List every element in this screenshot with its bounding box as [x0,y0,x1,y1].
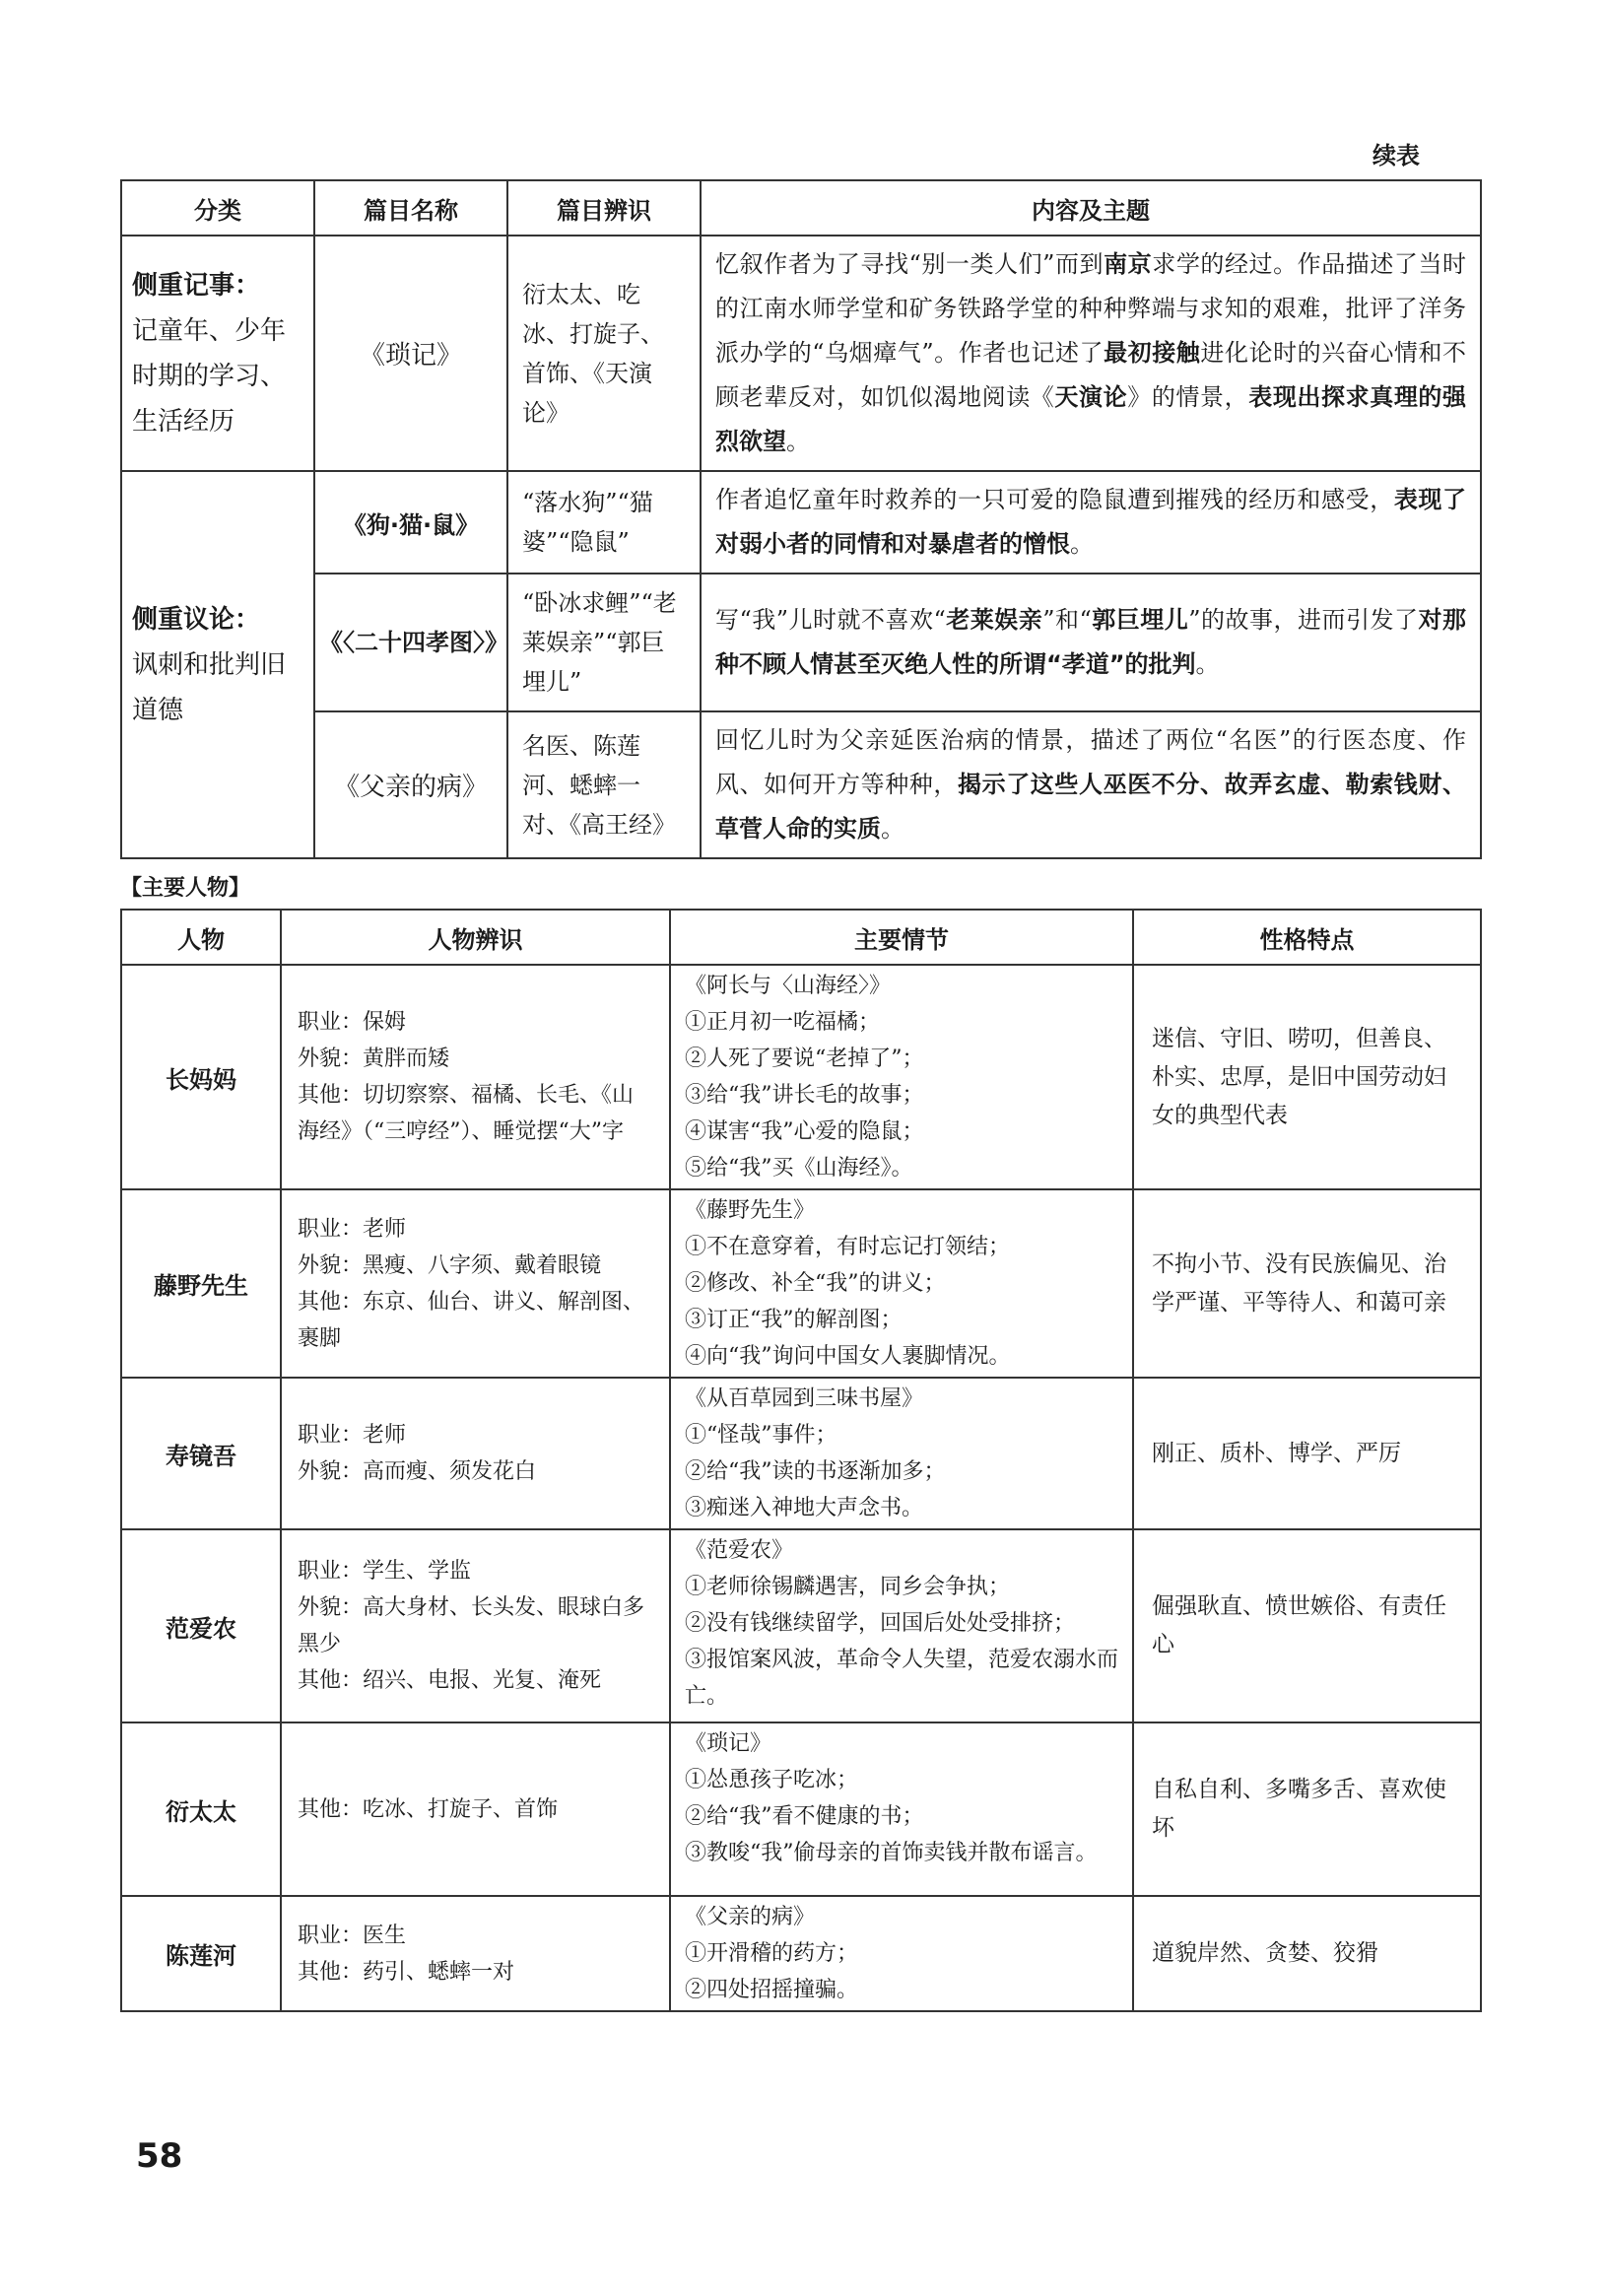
character-plot [670,1378,1133,1529]
works-table [120,179,1482,859]
identify-line: 其他：吃冰、打旋子、首饰 [298,1796,559,1822]
work-title: 《狗·猫·鼠》 [314,471,507,574]
character-row [121,1529,1481,1722]
character-traits: 倔强耿直、愤世嫉俗、有责任心 [1133,1529,1481,1722]
category-text: 记童年、少年时期的学习、生活经历 [132,315,287,437]
character-identify [281,1896,670,2011]
character-name: 陈莲河 [121,1896,281,2011]
work-content [701,471,1481,574]
identify-line: 其他：绍兴、电报、光复、淹死 [298,1668,602,1693]
content-text: ”和“ [1042,606,1092,634]
work-content [701,711,1481,858]
plot-line: 《藤野先生》 [685,1198,816,1223]
plot-line: ①不在意穿着，有时忘记打领结； [685,1235,1011,1259]
plot-line: ②给“我”读的书逐渐加多； [685,1459,946,1484]
category-bold: 侧重议论： [132,604,261,635]
character-name: 长妈妈 [121,965,281,1189]
characters-table-header [121,910,1481,965]
emphasis-text: 老莱娱亲 [945,606,1043,634]
character-traits: 道貌岸然、贪婪、狡猾 [1133,1896,1481,2011]
work-title: 《琐记》 [314,236,507,471]
identify-line: 职业：保姆 [298,1010,407,1035]
plot-line: ①正月初一吃福橘； [685,1010,881,1035]
plot-line: 《琐记》 [685,1731,772,1756]
plot-line: ②四处招摇撞骗。 [685,1978,859,2002]
works-row [121,236,1481,471]
plot-line: 《范爱农》 [685,1538,794,1563]
content-text: 忆叙作者为了寻找“别一类人们”而到 [715,250,1105,278]
character-traits: 不拘小节、没有民族偏见、治学严谨、平等待人、和蔼可亲 [1133,1189,1481,1378]
character-identify [281,1189,670,1378]
emphasis-text: 表现了对弱小者的同情和对暴虐者的憎恨 [715,486,1467,558]
plot-line: 《父亲的病》 [685,1905,816,1929]
category-cell [121,236,314,471]
content-text: 》的情景， [1127,383,1249,411]
content-text: 。 [786,428,810,455]
content-text: 进化论时的兴奋心情和不顾老辈反对，如饥似渴地阅读《 [715,339,1467,411]
content-text: 作者追忆童年时救养的一只可爱的隐鼠遭到摧残的经历和感受， [715,486,1394,513]
header-title: 篇目名称 [314,180,507,236]
work-identify: “卧冰求鲤”“老莱娱亲”“郭巨埋儿” [507,574,701,711]
plot-line: ③痴迷入神地大声念书。 [685,1496,924,1520]
character-identify [281,1722,670,1896]
plot-line: ④谋害“我”心爱的隐鼠； [685,1119,924,1144]
page-number: 58 [136,2136,183,2176]
header-identify: 人物辨识 [281,910,670,965]
header-content: 内容及主题 [701,180,1481,236]
plot-line: ②修改、补全“我”的讲义； [685,1271,946,1296]
plot-line: ①“怪哉”事件； [685,1423,837,1448]
identify-line: 其他：药引、蟋蟀一对 [298,1959,515,1985]
header-plot: 主要情节 [670,910,1133,965]
content-text: ”的故事，进而引发了 [1188,606,1419,634]
emphasis-text: 最初接触 [1104,339,1201,367]
identify-line: 职业：学生、学监 [298,1559,472,1584]
content-text: 。 [881,815,904,843]
plot-line: ①开滑稽的药方； [685,1941,859,1966]
work-content [701,236,1481,471]
character-name: 范爱农 [121,1529,281,1722]
identify-line: 外貌：高大身材、长头发、眼球白多黑少 [298,1595,645,1656]
identify-line: 职业：医生 [298,1923,407,1948]
plot-line: ③教唆“我”偷母亲的首饰卖钱并散布谣言。 [685,1841,1098,1865]
header-identify: 篇目辨识 [507,180,701,236]
plot-line: ②给“我”看不健康的书； [685,1804,924,1829]
work-identify: “落水狗”“猫婆”“隐鼠” [507,471,701,574]
identify-line: 职业：老师 [298,1423,407,1448]
character-row [121,1378,1481,1529]
work-identify: 名医、陈莲河、蟋蟀一对、《高王经》 [507,711,701,858]
identify-line: 职业：老师 [298,1216,407,1242]
works-row [121,471,1481,574]
works-table-header [121,180,1481,236]
plot-line: ③给“我”讲长毛的故事； [685,1083,924,1108]
content-text: 求学的经过。作品描述了当时的江南水师学堂和矿务铁路学堂的种种弊端与求知的艰难，批评了洋务派办学的“乌烟瘴气”。作者也记述了 [715,250,1467,367]
character-row [121,1722,1481,1896]
work-identify: 衍太太、吃冰、打旋子、首饰、《天演论》 [507,236,701,471]
category-text: 讽刺和批判旧道德 [132,649,287,725]
header-character: 人物 [121,910,281,965]
header-category: 分类 [121,180,314,236]
character-name: 衍太太 [121,1722,281,1896]
identify-line: 其他：东京、仙台、讲义、解剖图、裹脚 [298,1289,645,1351]
plot-line: ③订正“我”的解剖图； [685,1308,903,1332]
character-name: 藤野先生 [121,1189,281,1378]
emphasis-text: 揭示了这些人巫医不分、故弄玄虚、勒索钱财、草菅人命的实质 [715,771,1466,843]
character-plot [670,1189,1133,1378]
plot-line: ⑤给“我”买《山海经》。 [685,1156,913,1181]
character-plot [670,1722,1133,1896]
content-text: 。 [1070,530,1094,558]
character-traits: 自私自利、多嘴多舌、喜欢使坏 [1133,1722,1481,1896]
identify-line: 外貌：黄胖而矮 [298,1047,450,1071]
content-text: 。 [1195,650,1220,678]
character-plot [670,1896,1133,2011]
content-text: 写“我”儿时就不喜欢“ [715,606,946,634]
category-bold: 侧重记事： [132,270,261,301]
character-row [121,965,1481,1189]
plot-line: ④向“我”询问中国女人裹脚情况。 [685,1344,1011,1369]
plot-line: ②人死了要说“老掉了”； [685,1047,924,1071]
section-title-characters: 【主要人物】 [120,876,251,901]
character-traits: 刚正、质朴、博学、严厉 [1133,1378,1481,1529]
work-title: 《父亲的病》 [314,711,507,858]
character-identify [281,1529,670,1722]
character-identify [281,965,670,1189]
character-traits: 迷信、守旧、唠叨，但善良、朴实、忠厚，是旧中国劳动妇女的典型代表 [1133,965,1481,1189]
character-row [121,1896,1481,2011]
characters-body [121,965,1481,2011]
character-identify [281,1378,670,1529]
plot-line: ①老师徐锡麟遇害，同乡会争执； [685,1575,1011,1599]
plot-line: 《阿长与〈山海经〉》 [685,974,892,998]
identify-line: 外貌：黑瘦、八字须、戴着眼镜 [298,1252,602,1278]
works-row [121,574,1481,711]
work-content [701,574,1481,711]
plot-line: ①怂恿孩子吃冰； [685,1768,859,1792]
work-title: 《〈二十四孝图〉》 [314,574,507,711]
works-row [121,711,1481,858]
emphasis-text: 对那种不顾人情甚至灭绝人性的所谓“孝道”的批判 [715,606,1466,678]
content-text: 回忆儿时为父亲延医治病的情景，描述了两位“名医”的行医态度、作风、如何开方等种种， [715,726,1466,798]
plot-line: 《从百草园到三味书屋》 [685,1386,924,1411]
characters-table [120,909,1482,2012]
emphasis-text: 天演论 [1054,383,1128,411]
emphasis-text: 表现出探求真理的强烈欲望 [715,383,1467,455]
character-plot [670,1529,1133,1722]
identify-line: 外貌：高而瘦、须发花白 [298,1459,537,1484]
category-cell [121,471,314,858]
character-plot [670,965,1133,1189]
plot-line: ②没有钱继续留学，回国后处处受排挤； [685,1611,1076,1636]
character-name: 寿镜吾 [121,1378,281,1529]
character-row [121,1189,1481,1378]
identify-line: 其他：切切察察、福橘、长毛、《山海经》（“三哼经”）、睡觉摆“大”字 [298,1083,635,1144]
plot-line: ③报馆案风波，革命令人失望，范爱农溺水而亡。 [685,1648,1119,1709]
emphasis-text: 南京 [1104,250,1153,278]
continued-label: 续表 [1373,142,1420,169]
header-traits: 性格特点 [1133,910,1481,965]
emphasis-text: 郭巨埋儿 [1091,606,1189,634]
